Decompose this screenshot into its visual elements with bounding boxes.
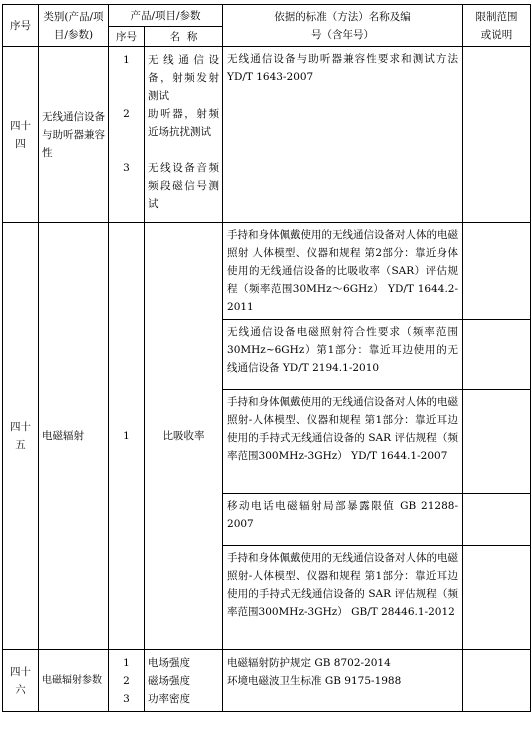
item-name: 无线通信设备，射频发射测试 bbox=[148, 54, 220, 102]
header-category: 类别(产品/项目/参数) bbox=[39, 5, 109, 47]
standard-line: 环境电磁波卫生标准 GB 9175-1988 bbox=[227, 675, 402, 687]
item-no: 2 bbox=[123, 108, 130, 120]
item-no: 1 bbox=[109, 223, 145, 650]
item-no: 2 bbox=[123, 675, 130, 687]
item-name: 电场强度 bbox=[148, 657, 190, 669]
item-no: 3 bbox=[123, 693, 130, 705]
item-name: 助听器，射频近场抗扰测试 bbox=[148, 108, 220, 138]
header-limit: 限制范围或说明 bbox=[463, 5, 531, 47]
header-seq: 序号 bbox=[3, 5, 39, 47]
limit-cell bbox=[463, 223, 531, 320]
standards-table bbox=[2, 4, 531, 712]
limit-cell bbox=[463, 390, 531, 494]
item-no: 1 bbox=[123, 54, 130, 66]
row-category: 电磁辐射参数 bbox=[39, 650, 109, 712]
limit-cell bbox=[463, 494, 531, 546]
table-row bbox=[3, 47, 531, 223]
header-sub-seq: 序号 bbox=[109, 27, 145, 47]
standard-cell: 无线通信设备与助听器兼容性要求和测试方法 YD/T 1643-2007 bbox=[223, 47, 463, 223]
item-name: 比吸收率 bbox=[145, 223, 223, 650]
item-name: 功率密度 bbox=[148, 693, 190, 705]
standard-line: 电磁辐射防护规定 GB 8702-2014 bbox=[227, 657, 391, 669]
standard-cell bbox=[223, 650, 463, 712]
limit-cell bbox=[463, 546, 531, 650]
standard-cell: 移动电话电磁辐射局部暴露限值 GB 21288-2007 bbox=[223, 494, 463, 546]
item-numbers bbox=[109, 47, 145, 223]
table-row bbox=[3, 223, 531, 320]
item-no: 1 bbox=[123, 657, 130, 669]
item-names bbox=[145, 47, 223, 223]
row-category: 无线通信设备与助听器兼容性 bbox=[39, 47, 109, 223]
table-row bbox=[3, 650, 531, 712]
limit-cell bbox=[463, 47, 531, 223]
standard-cell: 手持和身体佩戴使用的无线通信设备对人体的电磁照射-人体模型、仪器和规程 第1部分：靠近耳边使用的手持式无线通信设备的 SAR 评估规程（频率范围300MHz-3GHz） GB/T 28446.1-2012 bbox=[223, 546, 463, 650]
item-no: 3 bbox=[123, 162, 130, 174]
item-numbers bbox=[109, 650, 145, 712]
header-row bbox=[3, 5, 531, 27]
limit-cell bbox=[463, 320, 531, 390]
limit-cell bbox=[463, 650, 531, 712]
item-names bbox=[145, 650, 223, 712]
item-name: 无线设备音频频段磁信号测试 bbox=[148, 162, 220, 210]
row-seq: 四十六 bbox=[3, 650, 39, 712]
row-category: 电磁辐射 bbox=[39, 223, 109, 650]
header-standard: 依据的标准（方法）名称及编号（含年号） bbox=[223, 5, 463, 47]
row-seq: 四十四 bbox=[3, 47, 39, 223]
header-product-group: 产品/项目/参数 bbox=[109, 5, 223, 27]
standard-cell: 手持和身体佩戴使用的无线通信设备对人体的电磁照射 人体模型、仪器和规程 第2部分：靠近身体使用的无线通信设备的比吸收率（SAR）评估规程（频率范围30MHz～6GHz） YD/T 1644.2-2011 bbox=[223, 223, 463, 320]
standard-cell: 手持和身体佩戴使用的无线通信设备对人体的电磁照射-人体模型、仪器和规程 第1部分：靠近耳边使用的手持式无线通信设备的 SAR 评估规程（频率范围300MHz-3GHz） YD/T 1644.1-2007 bbox=[223, 390, 463, 494]
row-seq: 四十五 bbox=[3, 223, 39, 650]
item-name: 磁场强度 bbox=[148, 675, 190, 687]
standard-cell: 无线通信设备电磁照射符合性要求（频率范围30MHz~6GHz）第1部分：靠近耳边使用的无线通信设备 YD/T 2194.1-2010 bbox=[223, 320, 463, 390]
header-sub-name: 名 称 bbox=[145, 27, 223, 47]
